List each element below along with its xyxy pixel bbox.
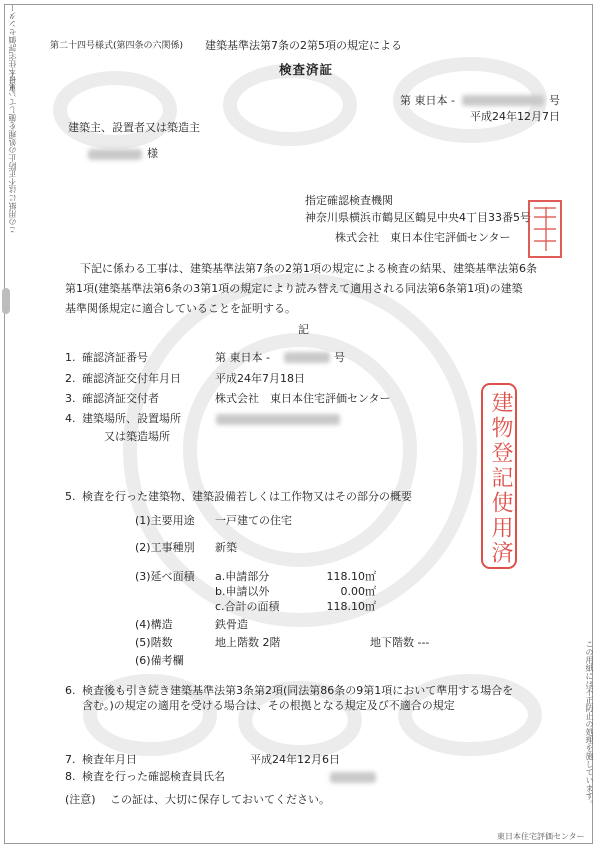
item-4-label-line-1: 建築場所、設置場所 — [82, 412, 181, 425]
redacted-addressee-name — [88, 149, 142, 160]
remarks-label: (6)備考欄 — [135, 654, 184, 667]
body-line-3: 基準関係規定に適合していることを証明する。 — [65, 302, 296, 315]
punch-hole-mark — [2, 288, 10, 314]
body-line-1: 下記に係わる工事は、建築基準法第7条の2第1項の規定による検査の結果、建築基準法第6条 — [80, 262, 537, 275]
item-4-number: 4. — [65, 412, 76, 425]
document-title: 検査済証 — [279, 62, 334, 77]
item-5-label: 検査を行った建築物、建築設備若しくは工作物又はその部分の概要 — [82, 490, 412, 503]
item-3-label: 確認済証交付者 — [82, 392, 159, 405]
footer-company-text: 東日本住宅評価センター — [497, 832, 585, 841]
item-8-number: 8. — [65, 770, 76, 783]
item-1-prefix: 第 東日本 - — [215, 351, 270, 364]
item-1-number: 1. — [65, 351, 76, 364]
issuer-label: 指定確認検査機関 — [305, 194, 393, 207]
ki-heading: 記 — [298, 323, 309, 336]
item-3-value: 株式会社 東日本住宅評価センター — [215, 392, 391, 405]
item-7-label: 検査年月日 — [82, 753, 137, 766]
margin-company-text: 東日本住宅評価センター — [8, 4, 17, 92]
item-6-line-2: 含む。)の規定の適用を受ける場合は、その根拠となる規定及び不適合の規定 — [82, 699, 455, 712]
area-applied-label: a.申請部分 — [215, 570, 270, 583]
margin-anti-forgery-text: この用紙には不正防止の処理を施しています — [8, 74, 17, 234]
certificate-number-prefix: 第 東日本 - — [400, 94, 455, 107]
area-other-value: 0.00㎡ — [340, 585, 376, 598]
legal-basis: 建築基準法第7条の2第5項の規定による — [205, 39, 402, 52]
item-8-label: 検査を行った確認検査員氏名 — [82, 770, 225, 783]
item-7-number: 7. — [65, 753, 76, 766]
item-7-value: 平成24年12月6日 — [250, 753, 340, 766]
redacted-inspector-name — [330, 772, 376, 783]
item-5-number: 5. — [65, 490, 76, 503]
floors-label: (5)階数 — [135, 636, 173, 649]
item-2-label: 確認済証交付年月日 — [82, 372, 181, 385]
area-total-value: 118.10㎡ — [326, 600, 376, 613]
area-other-label: b.申請以外 — [215, 585, 270, 598]
note-text: この証は、大切に保存しておいてください。 — [110, 793, 330, 806]
item-6-line-1: 検査後も引き続き建築基準法第3条第2項(同法第86条の9第1項において準用する場合を — [82, 684, 514, 697]
addressee-honorific: 様 — [147, 147, 158, 160]
area-total-label: c.合計の面積 — [215, 600, 280, 613]
item-4-label-line-2: 又は築造場所 — [104, 430, 170, 443]
floors-above-ground: 地上階数 2階 — [215, 636, 281, 649]
note-label: (注意) — [65, 793, 96, 806]
stamp-text: 建物登記使用済 — [488, 391, 513, 566]
certificate-number-suffix: 号 — [549, 94, 560, 107]
main-use-value: 一戸建ての住宅 — [215, 514, 292, 527]
form-number: 第二十四号様式(第四条の六関係) — [50, 41, 184, 51]
work-type-label: (2)工事種別 — [135, 541, 195, 554]
structure-value: 鉄骨造 — [215, 618, 248, 631]
redacted-site-address — [216, 414, 340, 425]
addressee-label: 建築主、設置者又は築造主 — [68, 121, 200, 134]
floor-area-label: (3)延べ面積 — [135, 570, 195, 583]
company-seal — [528, 200, 562, 258]
work-type-value: 新築 — [215, 541, 237, 554]
floors-below-ground: 地下階数 --- — [370, 636, 430, 649]
item-2-number: 2. — [65, 372, 76, 385]
area-applied-value: 118.10㎡ — [326, 570, 376, 583]
redacted-confirmation-number — [284, 352, 330, 363]
item-2-value: 平成24年7月18日 — [215, 372, 305, 385]
item-1-suffix: 号 — [334, 351, 345, 364]
item-6-number: 6. — [65, 684, 76, 697]
redacted-certificate-number — [462, 95, 544, 106]
body-line-2: 第1項(建築基準法第6条の3第1項の規定により読み替えて適用される同法第6条第1項)の建築 — [65, 282, 523, 295]
registration-used-stamp — [481, 383, 517, 569]
structure-label: (4)構造 — [135, 618, 173, 631]
right-anti-forgery-text: この用紙には不正防止の処理を施しています。 — [585, 640, 594, 808]
issuer-name: 株式会社 東日本住宅評価センター — [335, 231, 511, 244]
main-use-label: (1)主要用途 — [135, 514, 195, 527]
issue-date: 平成24年12月7日 — [470, 110, 560, 123]
item-1-label: 確認済証番号 — [82, 351, 148, 364]
issuer-address: 神奈川県横浜市鶴見区鶴見中央4丁目33番5号 — [305, 211, 531, 224]
item-3-number: 3. — [65, 392, 76, 405]
